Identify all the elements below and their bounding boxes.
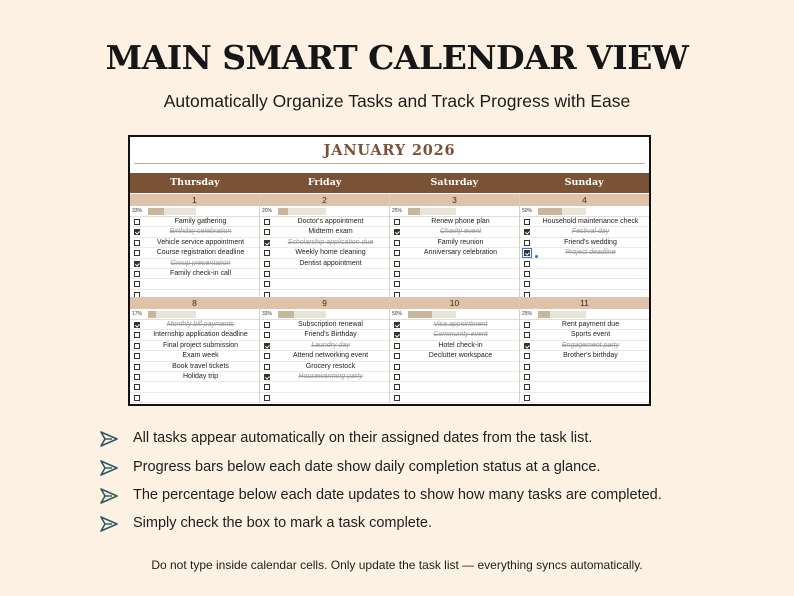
progress-row <box>260 206 389 217</box>
task-checkbox[interactable] <box>134 374 140 380</box>
progress-row <box>390 309 519 320</box>
page-subtitle: Automatically Organize Tasks and Track Progress with Ease <box>163 91 631 111</box>
task-checkbox[interactable] <box>264 332 270 338</box>
send-arrow-icon <box>100 516 118 532</box>
task-row <box>520 372 649 382</box>
task-checkbox[interactable] <box>524 353 530 359</box>
task-label: Family check-in call <box>169 269 232 277</box>
task-label: Scholarship application due <box>287 238 374 246</box>
task-checkbox[interactable] <box>264 219 270 225</box>
task-label: Sports event <box>570 331 611 339</box>
task-label: Monthly bill payments <box>166 321 235 328</box>
task-label: Declutter workspace <box>428 352 493 360</box>
weekday-label-friday: Friday <box>307 177 342 188</box>
task-row <box>520 259 649 269</box>
date-number: 10 <box>390 297 519 309</box>
progress-row <box>260 309 389 320</box>
task-row <box>130 362 259 372</box>
date-number: 2 <box>260 194 389 206</box>
weekday-header <box>130 173 649 193</box>
task-row <box>520 269 649 279</box>
task-checkbox[interactable] <box>394 271 400 277</box>
task-checkbox[interactable] <box>394 384 400 390</box>
task-row <box>520 248 649 258</box>
date-number: 8 <box>130 297 259 309</box>
progress-bar <box>408 208 456 215</box>
task-checkbox[interactable] <box>524 281 530 287</box>
progress-bar-fill <box>408 208 420 215</box>
progress-bar <box>278 208 326 215</box>
task-row <box>390 393 519 403</box>
progress-bar-fill <box>538 311 550 318</box>
task-row <box>130 238 259 248</box>
day-cell <box>390 297 520 403</box>
task-row <box>260 238 389 248</box>
task-row <box>390 227 519 237</box>
task-label: Family gathering <box>174 218 227 225</box>
task-row <box>260 351 389 361</box>
task-checkbox[interactable] <box>264 281 270 287</box>
calendar-week <box>130 194 649 300</box>
task-label: Visa appointment <box>433 321 488 328</box>
task-label: Vehicle service appointment <box>156 238 245 246</box>
task-row <box>390 351 519 361</box>
task-row <box>260 362 389 372</box>
task-label: Exam week <box>182 352 219 360</box>
task-checkbox[interactable] <box>264 240 270 246</box>
progress-bar <box>278 311 326 318</box>
task-row <box>520 341 649 351</box>
task-row <box>260 382 389 392</box>
task-checkbox[interactable] <box>134 322 140 328</box>
task-label: Grocery restock <box>305 362 356 370</box>
task-checkbox[interactable] <box>394 219 400 225</box>
page-title: MAIN SMART CALENDAR VIEW <box>105 38 689 77</box>
day-cell <box>130 297 260 403</box>
task-row <box>520 217 649 227</box>
task-label: Friend's wedding <box>564 238 617 246</box>
task-checkbox[interactable] <box>394 240 400 246</box>
feature-bullet <box>100 515 740 535</box>
task-label: Attend networking event <box>292 352 369 360</box>
task-row <box>260 330 389 340</box>
task-checkbox[interactable] <box>264 374 270 380</box>
task-row <box>520 362 649 372</box>
task-row <box>130 259 259 269</box>
task-row <box>130 330 259 340</box>
feature-bullet-text: Simply check the box to mark a task complete. <box>133 515 432 531</box>
task-checkbox[interactable] <box>134 364 140 370</box>
task-row <box>390 279 519 289</box>
weekday-label-thursday: Thursday <box>170 177 220 188</box>
month-title: JANUARY 2026 <box>323 142 456 159</box>
send-arrow-icon <box>100 460 118 476</box>
task-label: Hotel check-in <box>438 341 483 349</box>
task-row <box>130 279 259 289</box>
task-label: Charity event <box>439 228 482 236</box>
footer-note: Do not type inside calendar cells. Only update the task list — everything syncs automatically. <box>151 558 643 572</box>
task-row <box>260 320 389 330</box>
task-label: Engagement party <box>561 341 620 349</box>
task-checkbox[interactable] <box>134 250 140 256</box>
task-label: Household maintenance check <box>542 218 639 225</box>
progress-bar <box>538 311 586 318</box>
task-label: Festival day <box>571 228 610 236</box>
progress-row <box>390 206 519 217</box>
task-label: Book travel tickets <box>172 362 229 370</box>
task-checkbox[interactable] <box>264 343 270 349</box>
task-label: Anniversary celebration <box>423 249 498 257</box>
task-checkbox[interactable] <box>394 281 400 287</box>
task-checkbox[interactable] <box>264 250 270 256</box>
progress-bar-fill <box>278 208 288 215</box>
task-checkbox[interactable] <box>524 343 530 349</box>
task-checkbox[interactable] <box>134 261 140 267</box>
progress-row <box>520 309 649 320</box>
task-checkbox[interactable] <box>524 240 530 246</box>
task-checkbox[interactable] <box>134 240 140 246</box>
task-checkbox[interactable] <box>264 322 270 328</box>
task-row <box>390 269 519 279</box>
task-checkbox[interactable] <box>264 395 270 401</box>
completion-percent: 25% <box>522 311 533 317</box>
task-checkbox[interactable] <box>524 322 530 328</box>
feature-bullet-text: The percentage below each date updates to show how many tasks are completed. <box>133 487 662 503</box>
feature-bullet <box>100 487 740 507</box>
task-checkbox[interactable] <box>134 281 140 287</box>
date-number: 9 <box>260 297 389 309</box>
task-row <box>130 351 259 361</box>
day-cell <box>260 297 390 403</box>
task-row <box>130 217 259 227</box>
task-row <box>520 320 649 330</box>
task-checkbox[interactable] <box>394 229 400 235</box>
task-label: Laundry day <box>311 341 350 349</box>
task-row <box>130 393 259 403</box>
task-row <box>390 362 519 372</box>
task-label: Family reunion <box>437 238 484 246</box>
task-row <box>390 330 519 340</box>
date-number: 1 <box>130 194 259 206</box>
completion-percent: 17% <box>132 311 143 317</box>
task-label: Weekly home cleaning <box>295 249 366 257</box>
task-checkbox[interactable] <box>264 261 270 267</box>
task-checkbox[interactable] <box>524 384 530 390</box>
task-label: Holiday trip <box>182 372 218 380</box>
task-checkbox[interactable] <box>394 343 400 349</box>
progress-bar-fill <box>408 311 432 318</box>
task-checkbox[interactable] <box>264 271 270 277</box>
task-checkbox[interactable] <box>264 384 270 390</box>
progress-bar-fill <box>148 311 156 318</box>
feature-bullet-text: Progress bars below each date show daily completion status at a glance. <box>133 459 601 475</box>
task-label: Brother's birthday <box>563 352 618 360</box>
task-label: Dentist appointment <box>299 259 362 267</box>
task-checkbox[interactable] <box>264 229 270 235</box>
task-checkbox[interactable] <box>394 332 400 338</box>
task-row <box>390 248 519 258</box>
task-checkbox[interactable] <box>134 219 140 225</box>
day-cell <box>520 297 649 403</box>
task-row <box>390 382 519 392</box>
weekday-label-saturday: Saturday <box>430 177 479 188</box>
completion-percent: 50% <box>392 311 403 317</box>
task-row <box>520 279 649 289</box>
progress-bar-fill <box>538 208 562 215</box>
task-label: Internship application deadline <box>153 331 248 339</box>
task-row <box>130 227 259 237</box>
task-row <box>520 330 649 340</box>
task-row <box>390 238 519 248</box>
date-number: 3 <box>390 194 519 206</box>
task-row <box>260 248 389 258</box>
task-row <box>260 393 389 403</box>
task-label: Doctor's appointment <box>297 218 364 225</box>
task-row <box>390 217 519 227</box>
task-checkbox[interactable] <box>134 332 140 338</box>
task-row <box>260 372 389 382</box>
task-row <box>520 227 649 237</box>
task-row <box>260 279 389 289</box>
task-checkbox[interactable] <box>264 353 270 359</box>
task-checkbox[interactable] <box>394 395 400 401</box>
task-label: Renew phone plan <box>431 218 490 225</box>
task-checkbox[interactable] <box>524 271 530 277</box>
task-checkbox[interactable] <box>524 229 530 235</box>
task-label: Friend's Birthday <box>304 331 357 339</box>
month-header <box>130 137 649 171</box>
task-checkbox[interactable] <box>264 364 270 370</box>
day-cell <box>390 194 520 300</box>
progress-bar <box>538 208 586 215</box>
task-label: Group presentation <box>170 259 231 267</box>
progress-bar <box>148 208 196 215</box>
task-row <box>390 341 519 351</box>
task-row <box>130 320 259 330</box>
progress-bar <box>408 311 456 318</box>
feature-bullet <box>100 459 740 479</box>
task-row <box>130 248 259 258</box>
task-row <box>390 372 519 382</box>
task-label: Final project submission <box>162 341 239 349</box>
send-arrow-icon <box>100 431 118 447</box>
progress-bar-fill <box>278 311 294 318</box>
task-label: Housewarming party <box>298 372 363 380</box>
day-cell <box>260 194 390 300</box>
completion-percent: 50% <box>522 208 533 214</box>
task-checkbox[interactable] <box>524 395 530 401</box>
task-row <box>520 351 649 361</box>
task-row <box>260 227 389 237</box>
task-row <box>520 238 649 248</box>
month-divider <box>134 163 645 164</box>
calendar-week <box>130 297 649 403</box>
task-row <box>260 269 389 279</box>
progress-row <box>130 206 259 217</box>
task-label: Rent payment due <box>561 321 620 328</box>
task-checkbox[interactable] <box>524 332 530 338</box>
task-label: Community event <box>433 331 488 339</box>
day-cell <box>520 194 649 300</box>
task-checkbox[interactable] <box>134 395 140 401</box>
task-checkbox[interactable] <box>394 250 400 256</box>
task-checkbox[interactable] <box>394 353 400 359</box>
feature-bullet <box>100 430 740 450</box>
task-label: Subscription renewal <box>298 321 363 328</box>
task-row <box>520 382 649 392</box>
progress-row <box>130 309 259 320</box>
task-checkbox[interactable] <box>394 374 400 380</box>
task-row <box>130 341 259 351</box>
day-cell <box>130 194 260 300</box>
task-checkbox[interactable] <box>134 271 140 277</box>
weekday-label-sunday: Sunday <box>564 177 604 188</box>
completion-percent: 33% <box>262 311 273 317</box>
date-number: 4 <box>520 194 649 206</box>
progress-bar <box>148 311 196 318</box>
progress-row <box>520 206 649 217</box>
task-row <box>130 372 259 382</box>
task-checkbox[interactable] <box>134 353 140 359</box>
task-checkbox[interactable] <box>394 364 400 370</box>
task-label: Midterm exam <box>308 228 353 236</box>
completion-percent: 20% <box>262 208 273 214</box>
task-label: Project deadline <box>565 249 616 257</box>
progress-bar-fill <box>148 208 164 215</box>
task-label: Course registration deadline <box>156 249 245 257</box>
task-checkbox[interactable] <box>524 261 530 267</box>
task-row <box>390 259 519 269</box>
feature-bullet-text: All tasks appear automatically on their assigned dates from the task list. <box>133 430 593 446</box>
completion-percent: 33% <box>132 208 143 214</box>
task-checkbox[interactable] <box>394 261 400 267</box>
task-checkbox[interactable] <box>524 250 530 256</box>
calendar-sheet <box>128 135 651 406</box>
task-row <box>130 269 259 279</box>
task-label: Birthday celebration <box>169 228 232 236</box>
date-number: 11 <box>520 297 649 309</box>
task-checkbox[interactable] <box>134 343 140 349</box>
task-row <box>260 259 389 269</box>
task-row <box>260 341 389 351</box>
task-row <box>260 217 389 227</box>
task-checkbox[interactable] <box>524 374 530 380</box>
task-row <box>520 393 649 403</box>
completion-percent: 25% <box>392 208 403 214</box>
send-arrow-icon <box>100 488 118 504</box>
task-row <box>130 382 259 392</box>
task-checkbox[interactable] <box>134 229 140 235</box>
task-checkbox[interactable] <box>134 384 140 390</box>
task-checkbox[interactable] <box>524 364 530 370</box>
task-checkbox[interactable] <box>524 219 530 225</box>
task-row <box>390 320 519 330</box>
task-checkbox[interactable] <box>394 322 400 328</box>
